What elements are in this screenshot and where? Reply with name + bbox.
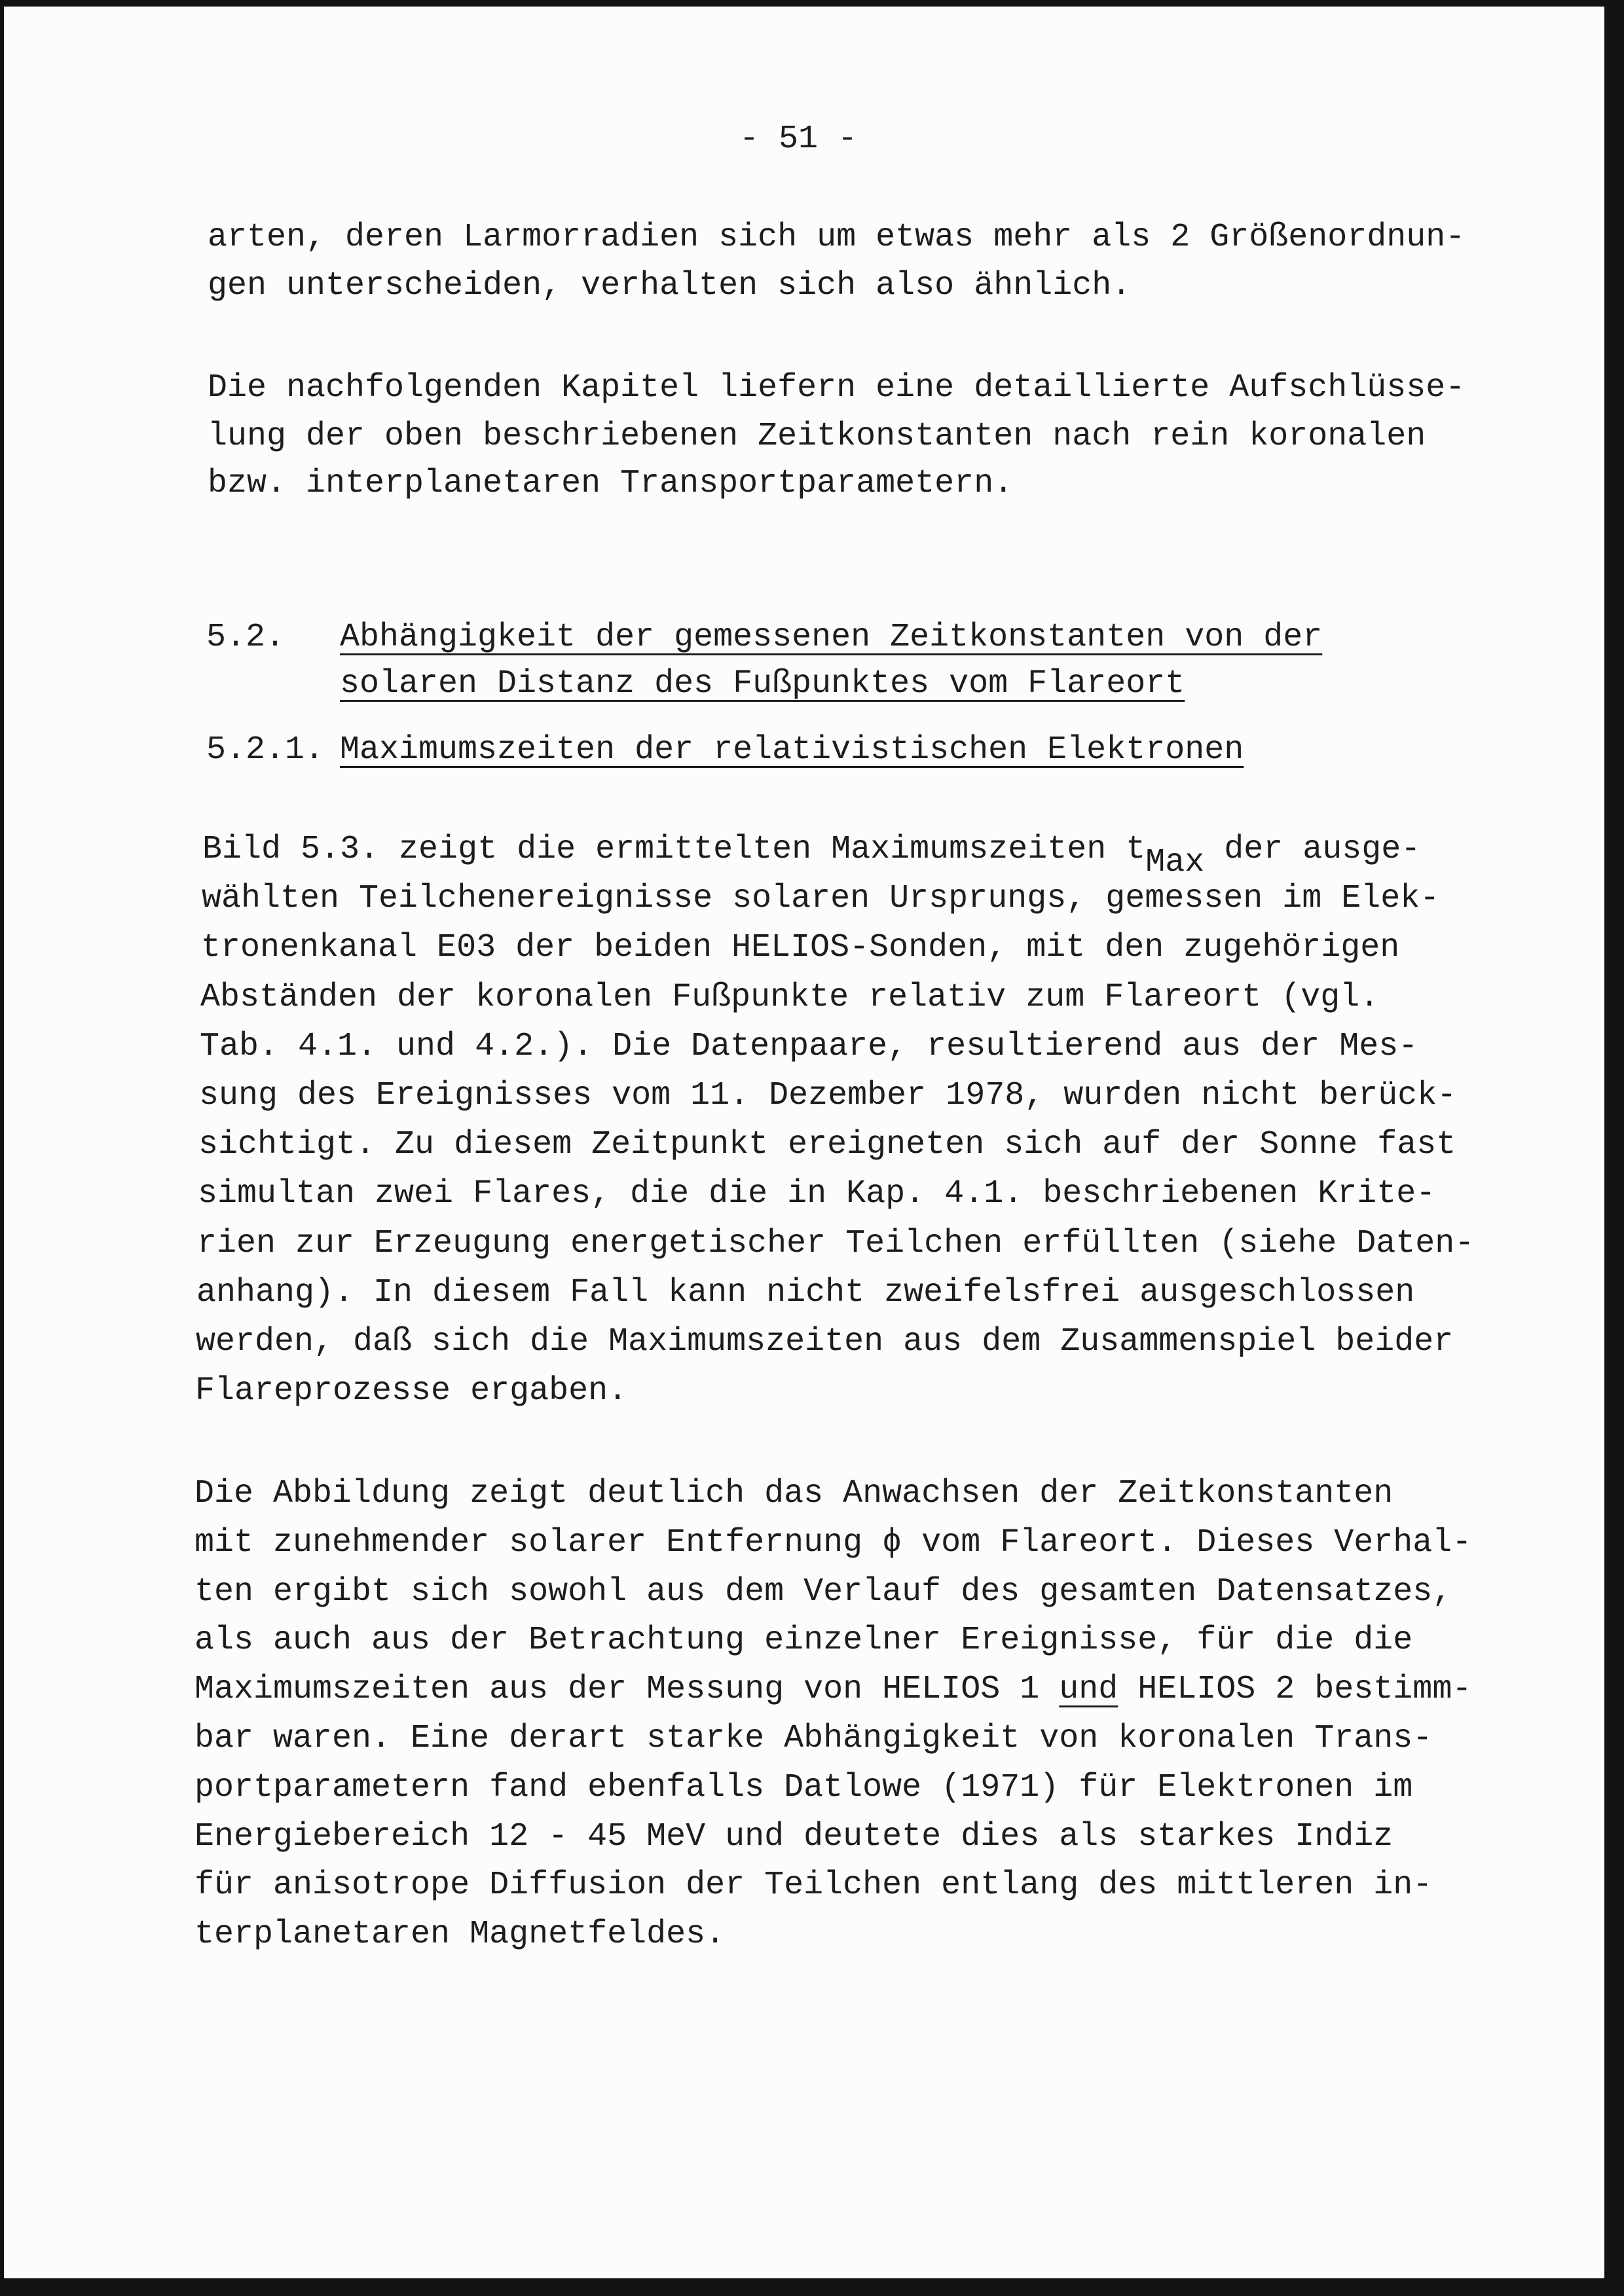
section-title-text: solaren Distanz des Fußpunktes vom Flareort <box>340 665 1185 702</box>
subsection-title-line <box>340 725 1244 774</box>
text-line <box>202 825 1421 881</box>
text-line: Abständen der koronalen Fußpunkte relativ zum Flareort (vgl. <box>200 979 1380 1016</box>
text-line: sichtigt. Zu diesem Zeitpunkt ereigneten sich auf der Sonne fast <box>198 1126 1456 1163</box>
subsection-number: 5.2.1. <box>206 731 325 769</box>
scan-edge-top <box>0 0 1624 7</box>
text-line: Tab. 4.1. und 4.2.). Die Datenpaare, resultierend aus der Mes- <box>200 1028 1418 1065</box>
text-line: Flareprozesse ergaben. <box>195 1372 628 1410</box>
text-line: gen unterscheiden, verhalten sich also ähnlich. <box>208 267 1132 304</box>
text-line: rien zur Erzeugung energetischer Teilchen erfüllten (siehe Daten- <box>197 1225 1475 1262</box>
section-number: 5.2. <box>206 619 286 656</box>
page-number: - 51 - <box>739 120 858 158</box>
text-segment: Maximumszeiten aus der Messung von HELIOS 1 <box>194 1671 1060 1708</box>
text-segment: HELIOS 2 bestimm- <box>1118 1671 1472 1708</box>
text-line: tronenkanal E03 der beiden HELIOS-Sonden, mit den zugehörigen <box>201 929 1400 966</box>
text-line: als auch aus der Betrachtung einzelner Ereignisse, für die die <box>194 1622 1413 1659</box>
text-line: lung der oben beschriebenen Zeitkonstanten nach rein koronalen <box>208 418 1426 455</box>
text-line <box>194 1665 1471 1714</box>
text-line: bar waren. Eine derart starke Abhängigkeit von koronalen Trans- <box>194 1720 1433 1757</box>
text-line: Die Abbildung zeigt deutlich das Anwachsen der Zeitkonstanten <box>194 1475 1393 1512</box>
scan-edge-right <box>1604 0 1624 2296</box>
text-line: mit zunehmender solarer Entfernung ϕ vom Flareort. Dieses Verhal- <box>194 1524 1472 1561</box>
text-segment: Bild 5.3. zeigt die ermittelten Maximumszeiten t <box>202 831 1146 868</box>
text-line: arten, deren Larmorradien sich um etwas mehr als 2 Größenordnun- <box>208 219 1466 256</box>
section-title-line <box>340 659 1185 708</box>
text-line: sung des Ereignisses vom 11. Dezember 1978, wurden nicht berück- <box>199 1077 1457 1114</box>
text-segment: der ausge- <box>1204 831 1421 868</box>
text-line: anhang). In diesem Fall kann nicht zweifelsfrei ausgeschlossen <box>196 1274 1415 1311</box>
text-line: simultan zwei Flares, die die in Kap. 4.1. beschriebenen Krite- <box>198 1175 1436 1212</box>
text-line: werden, daß sich die Maximumszeiten aus dem Zusammenspiel beider <box>196 1323 1454 1360</box>
text-line: bzw. interplanetaren Transportparametern. <box>208 465 1014 502</box>
section-title-text: Abhängigkeit der gemessenen Zeitkonstanten von der <box>340 619 1323 656</box>
text-line: wählten Teilchenereignisse solaren Ursprungs, gemessen im Elek- <box>202 880 1440 917</box>
section-title-line <box>340 613 1322 662</box>
scan-edge-left <box>0 0 4 2296</box>
underlined-word: und <box>1059 1671 1118 1708</box>
text-line: portparametern fand ebenfalls Datlowe (1971) für Elektronen im <box>194 1769 1413 1806</box>
text-line: ten ergibt sich sowohl aus dem Verlauf des gesamten Datensatzes, <box>194 1573 1452 1611</box>
subscript: Max <box>1145 844 1205 881</box>
text-line: Die nachfolgenden Kapitel liefern eine detaillierte Aufschlüsse- <box>208 369 1466 407</box>
scan-edge-bottom <box>0 2278 1624 2296</box>
text-line: Energiebereich 12 - 45 MeV und deutete dies als starkes Indiz <box>194 1818 1393 1855</box>
subsection-title-text: Maximumszeiten der relativistischen Elektronen <box>340 731 1244 769</box>
text-line: terplanetaren Magnetfeldes. <box>194 1916 726 1953</box>
text-line: für anisotrope Diffusion der Teilchen entlang des mittleren in- <box>194 1867 1433 1904</box>
